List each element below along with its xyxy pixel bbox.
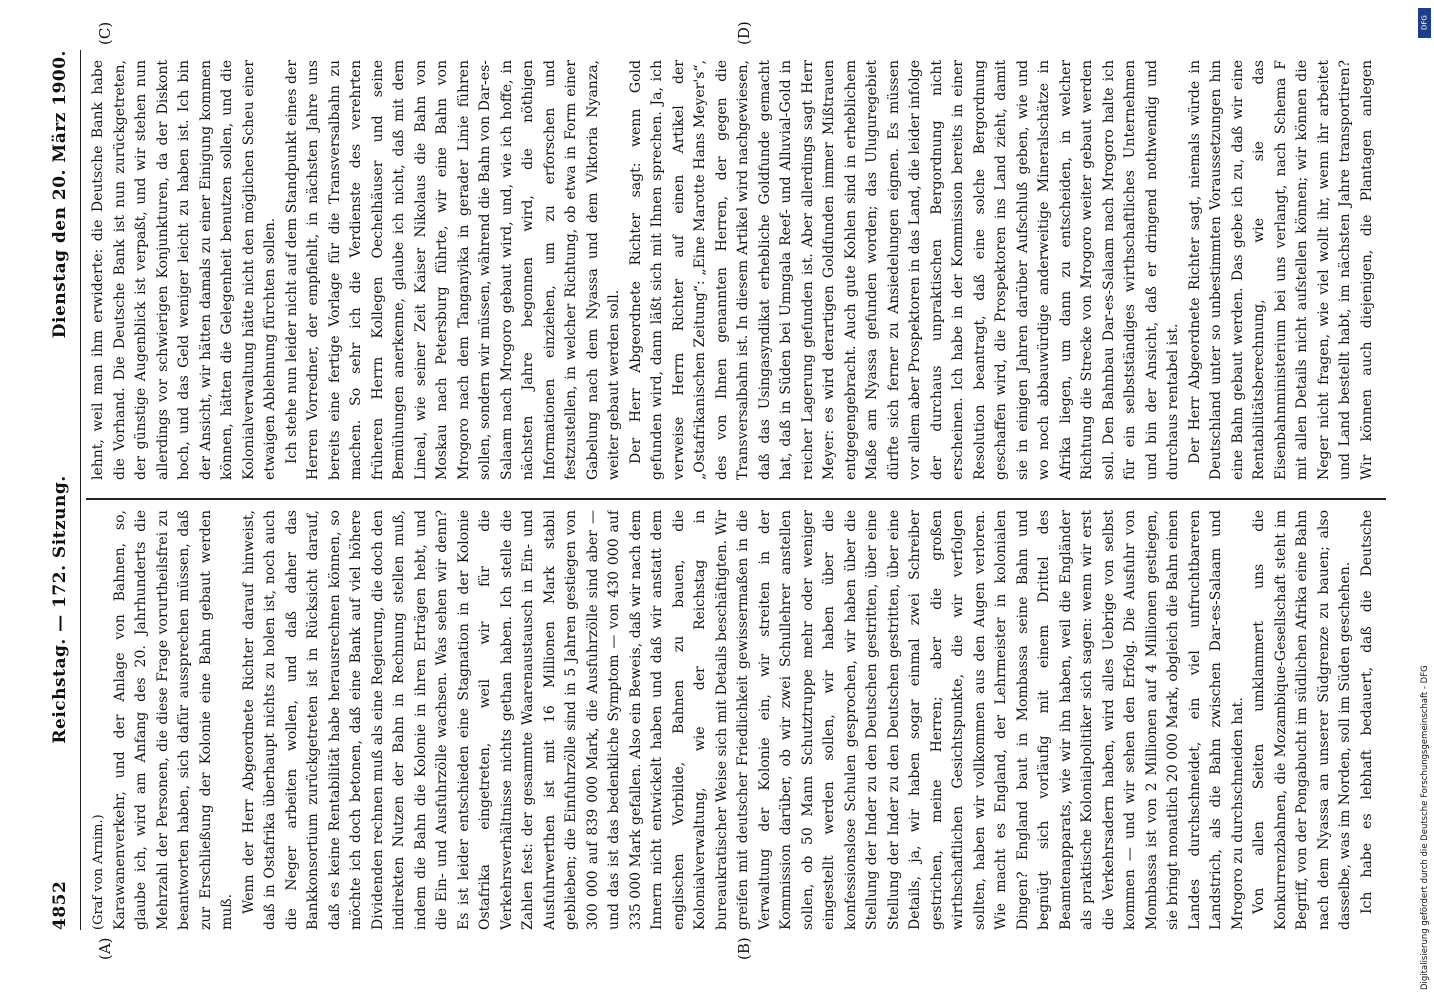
- session-title: Reichstag. — 172. Sitzung.: [50, 475, 70, 744]
- margin-letter-a: (A): [96, 937, 114, 960]
- margin-letter-c: (C): [96, 21, 114, 45]
- page-number: 4852: [50, 880, 70, 930]
- right-paragraph-4: Der Herr Abgeordnete Richter sagt, niemals würde in Deutschland unter so unbestimmten Voraussetzungen hin eine Bahn gebaut werden. Das gebe ich zu, daß wir eine Rentabilitätsberechnung, wie sie das Eisenbahnministerium bei uns verlangt, nach Schema F mit allen Details nicht aufstellen können; wir können die Neger nicht fragen, wie viel wollt ihr, wenn ihr arbeitet und Land bestellt habt, im nächsten Jahre transportiren? Wir können auch diejenigen, die Plantagen anlegen: [1186, 60, 1375, 480]
- column-divider: [86, 499, 1386, 501]
- right-column: [88, 60, 1378, 480]
- left-paragraph-4: Ich habe es lebhaft bedauert, daß die Deutsche: [1358, 510, 1375, 914]
- margin-letter-d: (D): [735, 21, 753, 45]
- right-paragraph-2: Ich stehe nun leider nicht auf dem Standpunkt eines der Herren Vorredner, der empfiehlt, in nächsten Jahre uns bereits eine fertige Vorlage für die Transversalbahn zu machen. So sehr ich die Verdienste des verehrten früheren Herrn Kollegen Oechelhäuser und seine Bemühungen anerkenne, glaube ich nicht, daß mit dem Lineal, wie seiner Zeit Kaiser Nikolaus die Bahn von Moskau nach Petersburg führte, wir eine Bahn von Mrogoro nach dem Tanganyika in gerader Linie führen sollen, sondern wir müssen, während die Bahn von Dar-es-Salaam nach Mrogoro gebaut wird, und, wie ich hoffe, in nächsten Jahre begonnen wird, die nöthigen Informationen einziehen, um zu erforschen und festzustellen, in welcher Richtung, ob etwa in Form einer Gabelung nach dem Nyassa und dem Viktoria Nyanza, weiter gebaut werden soll.: [283, 60, 622, 480]
- header-rule: [80, 50, 81, 930]
- left-paragraph-1: Karawanenverkehr, und der Anlage von Bahnen, so, glaube ich, wird am Anfang des 20. Jahrhunderts die Mehrzahl der Personen, die diese Frage vorurtheilsfrei zu beantworten haben, sich dafür aussprechen müssen, daß zur Erschließung der Kolonie eine Bahn gebaut werden muß.: [111, 510, 235, 930]
- margin-letter-b: (B): [735, 937, 753, 960]
- page-header: [42, 50, 78, 930]
- speaker-note: (Graf von Arnim.): [91, 814, 106, 930]
- left-column: [88, 510, 1378, 930]
- left-paragraph-3: Von allen Seiten umklammert uns die Konkurrenzbahnen, die Mozambique-Gesellschaft steht im Begriff, von der Pongabucht im südlichen Afrika eine Bahn nach dem Nyassa an unserer Südgrenze zu bauen; also dasselbe, was im Norden, soll im Süden geschehen.: [1251, 510, 1353, 930]
- left-paragraph-2: Wenn der Herr Abgeordnete Richter darauf hinweist, daß in Ostafrika überhaupt nichts zu holen ist, noch auch die Neger arbeiten wollen, und daß daher das Bankkonsortium zurückgetreten ist in Rücksicht darauf, daß es keine Rentabilität habe herausrechnen können, so möchte ich doch betonen, daß eine Bank auf viel höhere Dividenden rechnen muß als eine Regierung, die doch den indirekten Nutzen der Bahn in Rechnung stellen muß, indem die Bahn die Kolonie in ihren Erträgen hebt, und die Ein- und Ausfuhrzölle wachsen. Was sehen wir denn? Es ist leider entschieden eine Stagnation in der Kolonie Ostafrika eingetreten, weil wir für die Verkehrsverhältnisse nichts gethan haben. Ich stelle die Zahlen fest: der gesammte Waarenaustausch in Ein- und Ausfuhrwerthen ist mit 16 Millionen Mark stabil geblieben; die Einfuhrzölle sind in 5 Jahren gestiegen von 300 000 auf 839 000 Mark, die Ausfuhrzölle sind aber — und das ist das bedenkliche Symptom — von 430 000 auf 335 000 Mark gefallen. Also ein Beweis, daß wir nach dem Innern nicht entwickelt haben und daß wir anstatt dem englischen Vorbilde, Bahnen zu bauen, die Kolonialverwaltung, wie der Reichstag in bureaukratischer Weise sich mit Details beschäftigten. Wir greifen mit deutscher Friedlichkeit gewissermaßen in die Verwaltung der Kolonie ein, wir streiten in der Kommission darüber, ob wir zwei Schullehrer anstellen sollen, ob 50 Mann Schutztruppe mehr oder weniger eingestellt werden sollen, wir haben über die konfessionslose Schulen gesprochen, wir haben über die Stellung der Inder zu den Deutschen gestritten, über eine Stellung der Inder zu den Deutschen gestritten, über eine Details, ja, wir haben sogar einmal zwei Schreiber gestrichen, meine Herren; aber die großen wirthschaftlichen Gesichtspunkte, die wir verfolgen sollten, haben wir vollkommen aus den Augen verloren. Wie macht es England, der Lehrmeister in kolonialen Dingen? England baut in Mombassa seine Bahn und begnügt sich vorläufig mit einem Drittel des Beamtenapparats, wie wir ihn haben, weil die Engländer als praktische Kolonialpolitiker sich sagen: wenn wir erst die Verkehrsadern haben, wird alles Uebrige von selbst kommen — und wir sehen den Erfolg. Die Ausfuhr von Mombassa ist von 2 Millionen auf 4 Millionen gestiegen, sie bringt monatlich 20 000 Mark, obgleich die Bahn einen Landes durchschneidet, ein viel unfruchtbareren Landstrich, als die Bahn zwischen Dar-es-Salaam und Mrogoro zu durchschneiden hat.: [240, 510, 1246, 930]
- dfg-logo: DFG: [1418, 8, 1431, 38]
- digitization-credit: Digitalisierung gefördert durch die Deutsche Forschungsgemeinschaft - DFG: [1420, 665, 1430, 990]
- right-paragraph-3: Der Herr Abgeordnete Richter sagt: wenn Gold gefunden wird, dann läßt sich mit Ihnen sprechen. Ja, ich verweise Herrn Richter auf einen Artikel der „Ostafrikanischen Zeitung“: „Eine Marotte Hans Meyer's“, des von Ihnen genannten Herren, der gegen die Transversalbahn ist. In diesem Artikel wird nachgewiesen, daß das Usingasyndikat erhebliche Goldfunde gemacht hat, daß in Süden bei Umngala Reef- und Alluvial-Gold in reicher Lagerung gefunden ist. Aber allerdings sagt Herr Meyer: es wird derartigen Goldfunden immer Mißtrauen entgegengebracht. Auch gute Kohlen sind in erheblichem Maße am Nyassa gefunden worden; das Uluguregebiet dürfte sich ferner zu Ansiedelungen eignen. Es müssen vor allem aber Prospektoren in das Land, die leider infolge der durchaus unpraktischen Bergordnung nicht erscheinen. Ich habe in der Kommission bereits in einer Resolution beantragt, daß eine solche Bergordnung geschaffen wird, die Prospektoren ins Land zieht, damit sie in einigen Jahren darüber Aufschluß geben, wie und wo noch abbauwürdige anderweitige Mineralschätze in Afrika liegen, um dann zu entscheiden, in welcher Richtung die Strecke von Mrogoro weiter gebaut werden soll. Den Bahnbau Dar-es-Salaam nach Mrogoro halte ich für ein selbstständiges wirthschaftliches Unternehmen und bin der Ansicht, daß er dringend nothwendig und durchaus rentabel ist.: [627, 60, 1181, 480]
- session-date: Dienstag den 20. März 1900.: [50, 50, 70, 339]
- right-paragraph-1: lehnt, weil man ihm erwiderte: die Deutsche Bank habe die Vorhand. Die Deutsche Bank ist nun zurückgetreten, der günstige Augenblick ist verpaßt, und wir stehen nun allerdings vor schwierigen Konjunkturen, da der Diskont hoch, und das Geld weniger leicht zu haben ist. Ich bin der Ansicht, wir hätten damals zu einer Einigung kommen können, hätten die Gelegenheit benutzen sollen, und die Kolonialverwaltung hätte nicht den möglichen Scheu einer etwaigen Ablehnung fürchten sollen.: [90, 60, 278, 480]
